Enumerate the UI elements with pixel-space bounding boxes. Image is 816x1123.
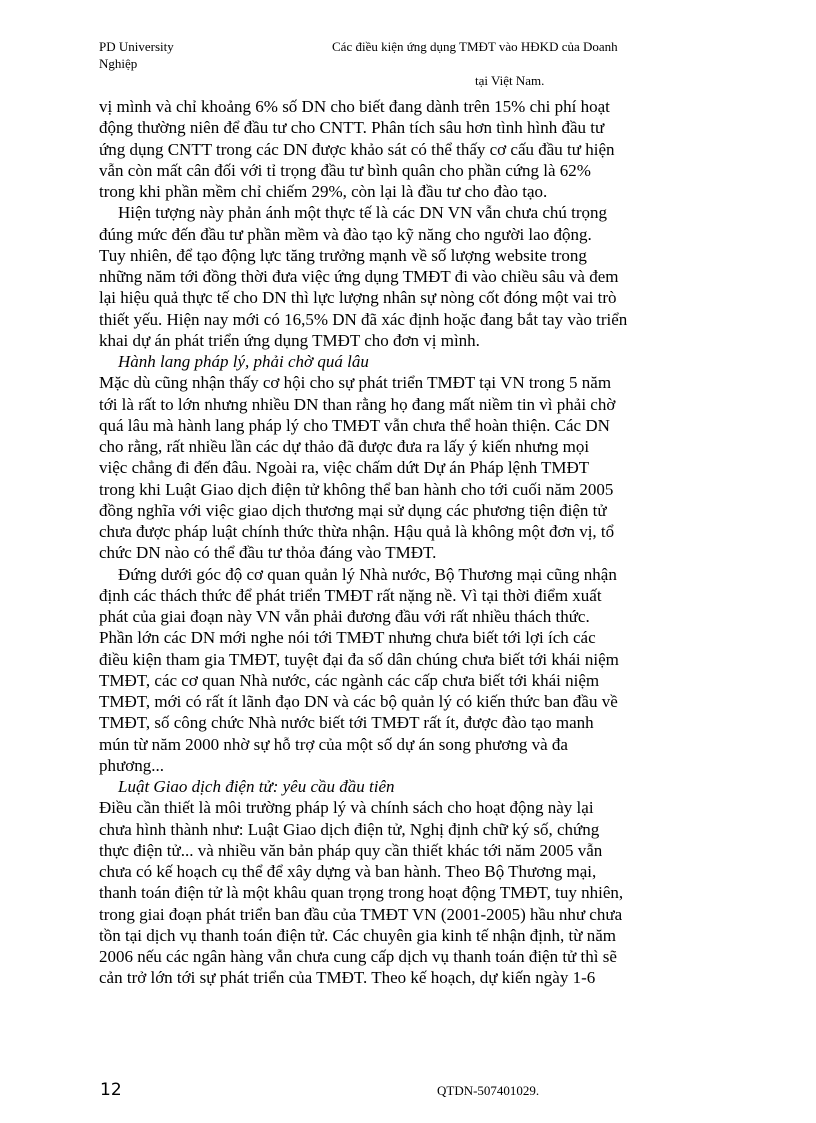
header-left: [99, 38, 249, 72]
header-left-line2: Nghiệp: [99, 56, 138, 71]
page-number: 12: [100, 1080, 122, 1100]
body-text-line: chưa hình thành như: Luật Giao dịch điện tử, Nghị định chữ ký số, chứng: [99, 819, 600, 839]
body-text-line: vẫn còn mất cân đối với tỉ trọng đầu tư bình quân cho phần cứng là 62%: [99, 160, 591, 180]
header-title-line2: tại Việt Nam.: [475, 73, 545, 88]
body-text-line: Điều cần thiết là môi trường pháp lý và chính sách cho hoạt động này lại: [99, 798, 594, 818]
body-text-line: đúng mức đến đầu tư phần mềm và đào tạo kỹ năng cho người lao động.: [99, 224, 592, 244]
body-text-line: lại hiệu quả thực tế cho DN thì lực lượng nhân sự nòng cốt đóng một vai trò: [99, 288, 617, 308]
document-body: [99, 96, 721, 989]
body-text-line: thanh toán điện tử là một khâu quan trọng trong hoạt động TMĐT, tuy nhiên,: [99, 883, 624, 903]
body-text-line: chức DN nào có thể đầu tư thỏa đáng vào TMĐT.: [99, 543, 437, 563]
document-code: QTDN-507401029.: [437, 1083, 540, 1098]
header-left-line1: PD University: [99, 39, 174, 54]
body-text-line: chưa được pháp luật chính thức thừa nhận. Hậu quả là không một đơn vị, tổ: [99, 522, 615, 541]
body-text-line: Đứng dưới góc độ cơ quan quản lý Nhà nước, Bộ Thương mại cũng nhận: [118, 564, 617, 584]
body-text-line: TMĐT, số công chức Nhà nước biết tới TMĐT rất ít, được đào tạo manh: [99, 713, 594, 733]
body-text-line: phương...: [99, 755, 164, 775]
body-text-line: tới là rất to lớn nhưng nhiều DN than rằng họ đang mất niềm tin vì phải chờ: [99, 394, 616, 414]
body-text-line: vị mình và chỉ khoảng 6% số DN cho biết đang dành trên 15% chi phí hoạt: [99, 97, 610, 116]
body-text-line: TMĐT, mới có rất ít lãnh đạo DN và các bộ quản lý có kiến thức ban đầu về: [99, 692, 618, 711]
body-text-line: Mặc dù cũng nhận thấy cơ hội cho sự phát triển TMĐT tại VN trong 5 năm: [99, 373, 612, 393]
header-title-line1: Các điều kiện ứng dụng TMĐT vào HĐKD của Doanh: [332, 39, 618, 54]
body-text-line: những năm tới đồng thời đưa việc ứng dụng TMĐT đi vào chiều sâu và đem: [99, 267, 619, 286]
body-text-line: định các thách thức để phát triển TMĐT rất nặng nề. Vì tại thời điểm xuất: [99, 585, 602, 605]
body-text-line: trong giai đoạn phát triển ban đầu của TMĐT VN (2001-2005) hầu như chưa: [99, 904, 623, 924]
body-text-line: đồng nghĩa với việc giao dịch thương mại sử dụng các phương tiện điện tử: [99, 500, 607, 520]
body-text-line: 2006 nếu các ngân hàng vẫn chưa cung cấp dịch vụ thanh toán điện tử thì sẽ: [99, 947, 617, 966]
body-text-line: việc chẳng đi đến đâu. Ngoài ra, việc chấm dứt Dự án Pháp lệnh TMĐT: [99, 458, 590, 478]
section-heading: Luật Giao dịch điện tử: yêu cầu đầu tiên: [118, 777, 395, 796]
body-text-line: thiết yếu. Hiện nay mới có 16,5% DN đã xác định hoặc đang bắt tay vào triển: [99, 309, 628, 329]
body-text-line: mún từ năm 2000 nhờ sự hỗ trợ của một số dự án song phương và đa: [99, 734, 568, 754]
body-text-line: phát của giai đoạn này VN vẫn phải đương đầu với rất nhiều thách thức.: [99, 607, 590, 626]
body-text-line: Hiện tượng này phản ánh một thực tế là các DN VN vẫn chưa chú trọng: [118, 203, 608, 223]
body-text-line: Phần lớn các DN mới nghe nói tới TMĐT nhưng chưa biết tới lợi ích các: [99, 628, 596, 648]
section-heading: Hành lang pháp lý, phải chờ quá lâu: [118, 352, 369, 371]
body-text-line: cho rằng, rất nhiều lần các dự thảo đã được đưa ra lấy ý kiến nhưng mọi: [99, 437, 590, 456]
body-text-line: quá lâu mà hành lang pháp lý cho TMĐT vẫn chưa thể hoàn thiện. Các DN: [99, 415, 610, 435]
body-text-line: điều kiện tham gia TMĐT, tuyệt đại đa số dân chúng chưa biết tới khái niệm: [99, 649, 619, 669]
body-text-line: ứng dụng CNTT trong các DN được khảo sát có thể thấy cơ cấu đầu tư hiện: [99, 139, 615, 159]
body-text-line: trong khi phần mềm chỉ chiếm 29%, còn lại là đầu tư cho đào tạo.: [99, 182, 548, 201]
body-text-line: cản trở lớn tới sự phát triển của TMĐT. Theo kế hoạch, dự kiến ngày 1-6: [99, 968, 596, 988]
body-text-line: chưa có kế hoạch cụ thể để xây dựng và ban hành. Theo Bộ Thương mại,: [99, 862, 597, 881]
body-text-line: trong khi Luật Giao dịch điện tử không thể ban hành cho tới cuối năm 2005: [99, 479, 614, 499]
body-text-line: thực điện tử... và nhiều văn bản pháp quy cần thiết khác tới năm 2005 vẫn: [99, 840, 603, 860]
body-text-line: động thường niên để đầu tư cho CNTT. Phân tích sâu hơn tình hình đầu tư: [99, 118, 605, 138]
body-text-line: TMĐT, các cơ quan Nhà nước, các ngành các cấp chưa biết tới khái niệm: [99, 670, 600, 690]
body-text-line: tồn tại dịch vụ thanh toán điện tử. Các chuyên gia kinh tế nhận định, từ năm: [99, 925, 616, 945]
body-text-line: khai dự án phát triển ứng dụng TMĐT cho đơn vị mình.: [99, 330, 480, 350]
body-text-line: Tuy nhiên, để tạo động lực tăng trưởng mạnh về số lượng website trong: [99, 245, 587, 265]
page-header: [99, 38, 719, 96]
